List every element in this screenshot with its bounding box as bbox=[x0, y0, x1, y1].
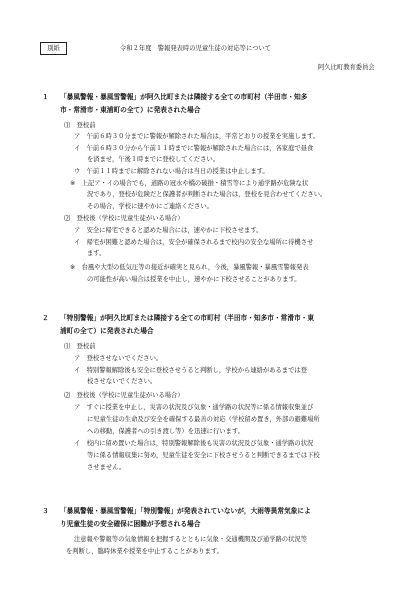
section-1-item-u: ウ 午前１１時までに解除されない場合は当日の授業は中止します。 bbox=[74, 168, 269, 175]
section-1-heading-line2: 市・常滑市・東浦町の全て）に発表された場合 bbox=[60, 106, 201, 114]
section-3-heading-line2: り児童生徒の安全確保に困難が予想される場合 bbox=[60, 520, 201, 528]
section-1-sub2-item-a: ア 安全に帰宅できると認めた場合には，速やかに下校させます。 bbox=[74, 227, 263, 234]
section-1-item-i-line2: を済ませ，午後１時までに登校してください。 bbox=[87, 156, 220, 163]
section-2-item-i-line1: イ 特別警報解除後も安全に登校させうると判断し，学校から連絡があるまでは登 bbox=[74, 367, 307, 374]
section-2-item-i-line2: 校させないでください。 bbox=[87, 378, 157, 385]
section-1-sub2-item-i-line2: ます。 bbox=[87, 250, 106, 257]
section-2-sub2-item-a-line1: ア すぐに授業を中止し，災害の状況及び気象・通学路の状況等に係る情報収集並び bbox=[74, 404, 314, 411]
section-2-sub2-item-i-line3: させません。 bbox=[87, 464, 126, 471]
section-1-heading-line1: 「暴風警報・暴風雪警報」が阿久比町または隣接する全ての市町村（半田市・知多 bbox=[60, 93, 308, 101]
section-1-note-line1: ※ 上記ア・イの場合でも，道路の冠水や橋の破損・積雪等により通学路が危険な状 bbox=[70, 180, 309, 187]
document-title: 令和２年度 警報発表時の児童生徒の対応等について bbox=[120, 45, 271, 52]
section-2-sub1-heading: ⑴ 登校前 bbox=[64, 343, 96, 350]
attachment-badge: 別紙 bbox=[40, 42, 67, 55]
section-1-item-i-line1: イ 午前６時３０分から午前１１時までに警報が解除された場合には，各家庭で昼食 bbox=[74, 145, 314, 152]
section-1-sub2-note-line1: ※ 台風や大型の低気圧等の接近が確実と見られ，今後，暴風警報・暴風雪警報発表 bbox=[70, 264, 309, 271]
section-1-sub2-note-line2: の可能性が高い場合は授業を中止し，速やかに下校させることがあります。 bbox=[87, 276, 301, 283]
section-2-heading-line1: 「特別警報」が阿久比町または隣接する全ての市町村（半田市・知多市・常滑市・東 bbox=[60, 314, 315, 322]
section-3-body-line1: 注意報や警報等の気象情報を把握するとともに気象・交通機関及び通学路の状況等 bbox=[74, 536, 307, 543]
section-2-item-a: ア 登校させないでください。 bbox=[74, 355, 163, 362]
section-1-sub2-item-i-line1: イ 帰宅が困難と認めた場合は，安全が確保されるまで校内の安全な場所に待機させ bbox=[74, 239, 314, 246]
section-2-sub2-item-i-line2: 等に係る情報収集に努め，児童生徒を安全に下校させうると判断できるまでは下校 bbox=[87, 452, 320, 459]
section-1-sub2-heading: ⑵ 登校後（学校に児童生徒がいる場合） bbox=[64, 215, 184, 222]
section-1-item-a: ア 午前６時３０分までに警報が解除された場合は，平常どおりの授業を実施します。 bbox=[74, 133, 320, 140]
section-2-sub2-item-a-line3: への移動，保護者への引き渡し等）を迅速に行います。 bbox=[87, 428, 244, 435]
section-1-number: １ bbox=[42, 93, 49, 101]
section-2-sub2-item-i-line1: イ 校内に留め置いた場合は，特別警報解除後も災害の状況及び気象・通学路の状況 bbox=[74, 440, 314, 447]
issuing-organization: 阿久比町教育委員会 bbox=[318, 64, 375, 71]
section-2-sub2-item-a-line2: に児童生徒の生命及び安全を確保する最善の対応（学校留め置き，外部の避難場所 bbox=[87, 416, 320, 423]
section-2-sub2-heading: ⑵ 登校後（学校に児童生徒がいる場合） bbox=[64, 392, 184, 399]
section-2-number: ２ bbox=[42, 314, 49, 322]
section-1-note-line3: その場合，学校に速やかにご連絡ください。 bbox=[87, 203, 213, 210]
section-3-number: ３ bbox=[42, 507, 49, 515]
section-3-body-line2: を判断し，臨時休業や授業を中止することがあります。 bbox=[66, 548, 223, 555]
section-2-heading-line2: 浦町の全て）に発表された場合 bbox=[60, 327, 154, 335]
section-1-note-line2: 況であり，登校が危険だと保護者が判断された場合は，登校を見合わせてください。 bbox=[87, 191, 327, 198]
section-1-sub1-heading: ⑴ 登校前 bbox=[64, 122, 96, 129]
section-3-heading-line1: 「暴風警報・暴風雪警報」「特別警報」が発表されていないが，大雨等異常気象によ bbox=[60, 507, 311, 515]
